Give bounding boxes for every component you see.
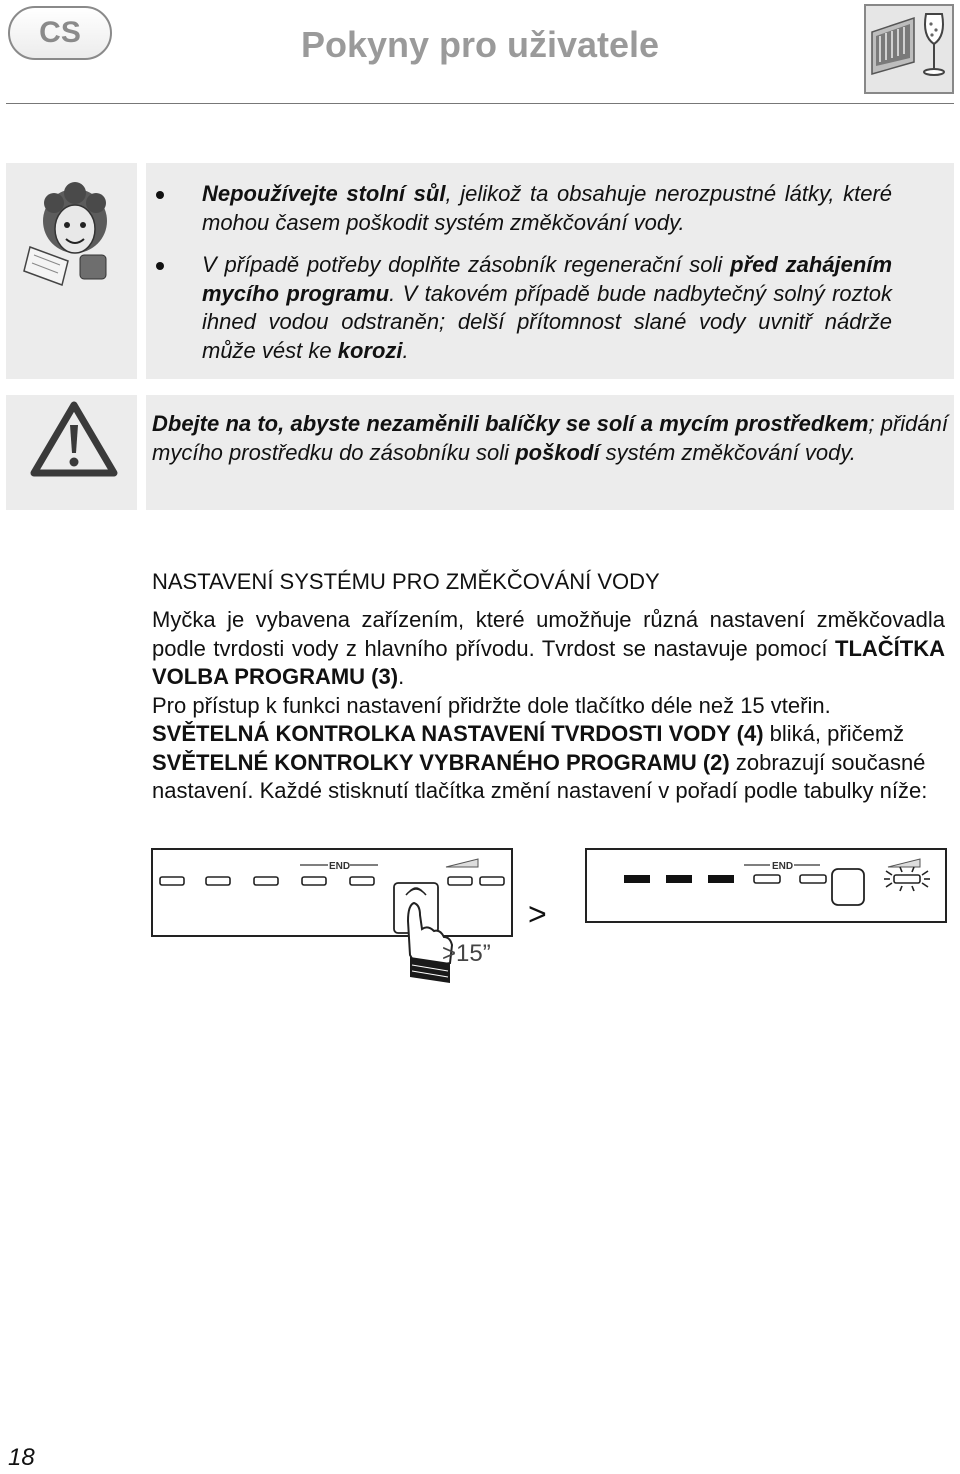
person-reading-icon: [20, 177, 130, 287]
left-control-panel: [152, 849, 512, 936]
program-light: [350, 877, 374, 885]
program-light: [254, 877, 278, 885]
language-badge: CS: [8, 6, 112, 60]
paragraph-bold-text: TLAČÍTKA VOLBA PROGRAMU (3): [152, 635, 945, 690]
paragraph-bold-text: SVĚTELNÁ KONTROLKA NASTAVENÍ TVRDOSTI VODY (4): [152, 721, 764, 746]
paragraph-text: bliká, přičemž: [763, 721, 905, 746]
left-end-label: END: [329, 861, 351, 872]
section-paragraph: Pro přístup k funkci nastavení přidržte dole tlačítko déle než 15 vteřin.: [152, 693, 831, 718]
hold-time-label: >15”: [442, 940, 491, 967]
warning-bold-text: poškodí: [515, 439, 600, 465]
program-light-on: [666, 875, 692, 883]
arrow-symbol: >: [528, 896, 547, 932]
page-number: 18: [8, 1444, 35, 1471]
warning-text-part: systém změkčování vody.: [599, 439, 856, 465]
tip-text-panel: [146, 163, 954, 379]
program-light: [448, 877, 472, 885]
header-divider: [6, 103, 954, 104]
warning-text-panel: [146, 395, 954, 510]
tip-list: [202, 180, 892, 379]
page-title: Pokyny pro uživatele: [300, 24, 660, 65]
section-paragraph: [152, 720, 945, 806]
right-control-panel: [586, 849, 946, 922]
section-heading: NASTAVENÍ SYSTÉMU PRO ZMĚKČOVÁNÍ VODY: [152, 569, 660, 594]
right-end-label: END: [772, 861, 794, 872]
paragraph-bold-text: SVĚTELNÉ KONTROLKY VYBRANÉHO PROGRAMU (2): [152, 749, 730, 775]
program-light: [160, 877, 184, 885]
control-panel-diagram: [148, 845, 948, 990]
program-light: [800, 875, 826, 883]
program-light: [302, 877, 326, 885]
tip-icon-panel: [6, 163, 137, 379]
program-light-on: [624, 875, 650, 883]
paragraph-text: .: [398, 664, 405, 690]
warning-text: [152, 410, 948, 467]
program-light: [754, 875, 780, 883]
warning-triangle-icon: [29, 399, 119, 479]
tip-text: . V takovém případě bude nadbytečný solný roztok ihned vodou odstraněn; delší přítomnost slané vody uvnitř nádrže může vést ke: [202, 280, 892, 363]
list-item: [202, 251, 892, 365]
warning-bold-text: Dbejte na to, abyste nezaměnili balíčky se solí a mycím prostředkem: [152, 411, 869, 436]
dishwasher-glass-icon: [864, 4, 954, 94]
program-light: [480, 877, 504, 885]
warning-text-part: ; přidání mycího prostředku do zásobníku soli: [152, 411, 948, 465]
tip-bold-text: před zahájením mycího programu: [202, 252, 893, 306]
program-light: [206, 877, 230, 885]
tip-text: , jelikož ta obsahuje nerozpustné látky, které mohou časem poškodit systém změkčování vody.: [202, 181, 893, 235]
section-paragraph: [152, 606, 945, 692]
warning-icon-panel: [6, 395, 137, 510]
tip-bold-text: Nepoužívejte stolní sůl: [202, 181, 446, 206]
tip-bold-text: korozi: [337, 337, 403, 363]
list-item: [202, 180, 892, 237]
tip-text: V případě potřeby doplňte zásobník regenerační soli: [202, 252, 731, 277]
hardness-indicator-icon: [832, 869, 864, 905]
paragraph-text: Myčka je vybavena zařízením, které umožňuje různá nastavení změkčovadla podle tvrdosti vody z hlavního přívodu. Tvrdost se nastavuje pomocí: [152, 607, 945, 661]
tip-text: .: [402, 337, 409, 363]
paragraph-text: zobrazují současné nastavení. Každé stisknutí tlačítka změní nastavení v pořadí podle tabulky níže:: [152, 749, 928, 804]
program-light-on: [708, 875, 734, 883]
